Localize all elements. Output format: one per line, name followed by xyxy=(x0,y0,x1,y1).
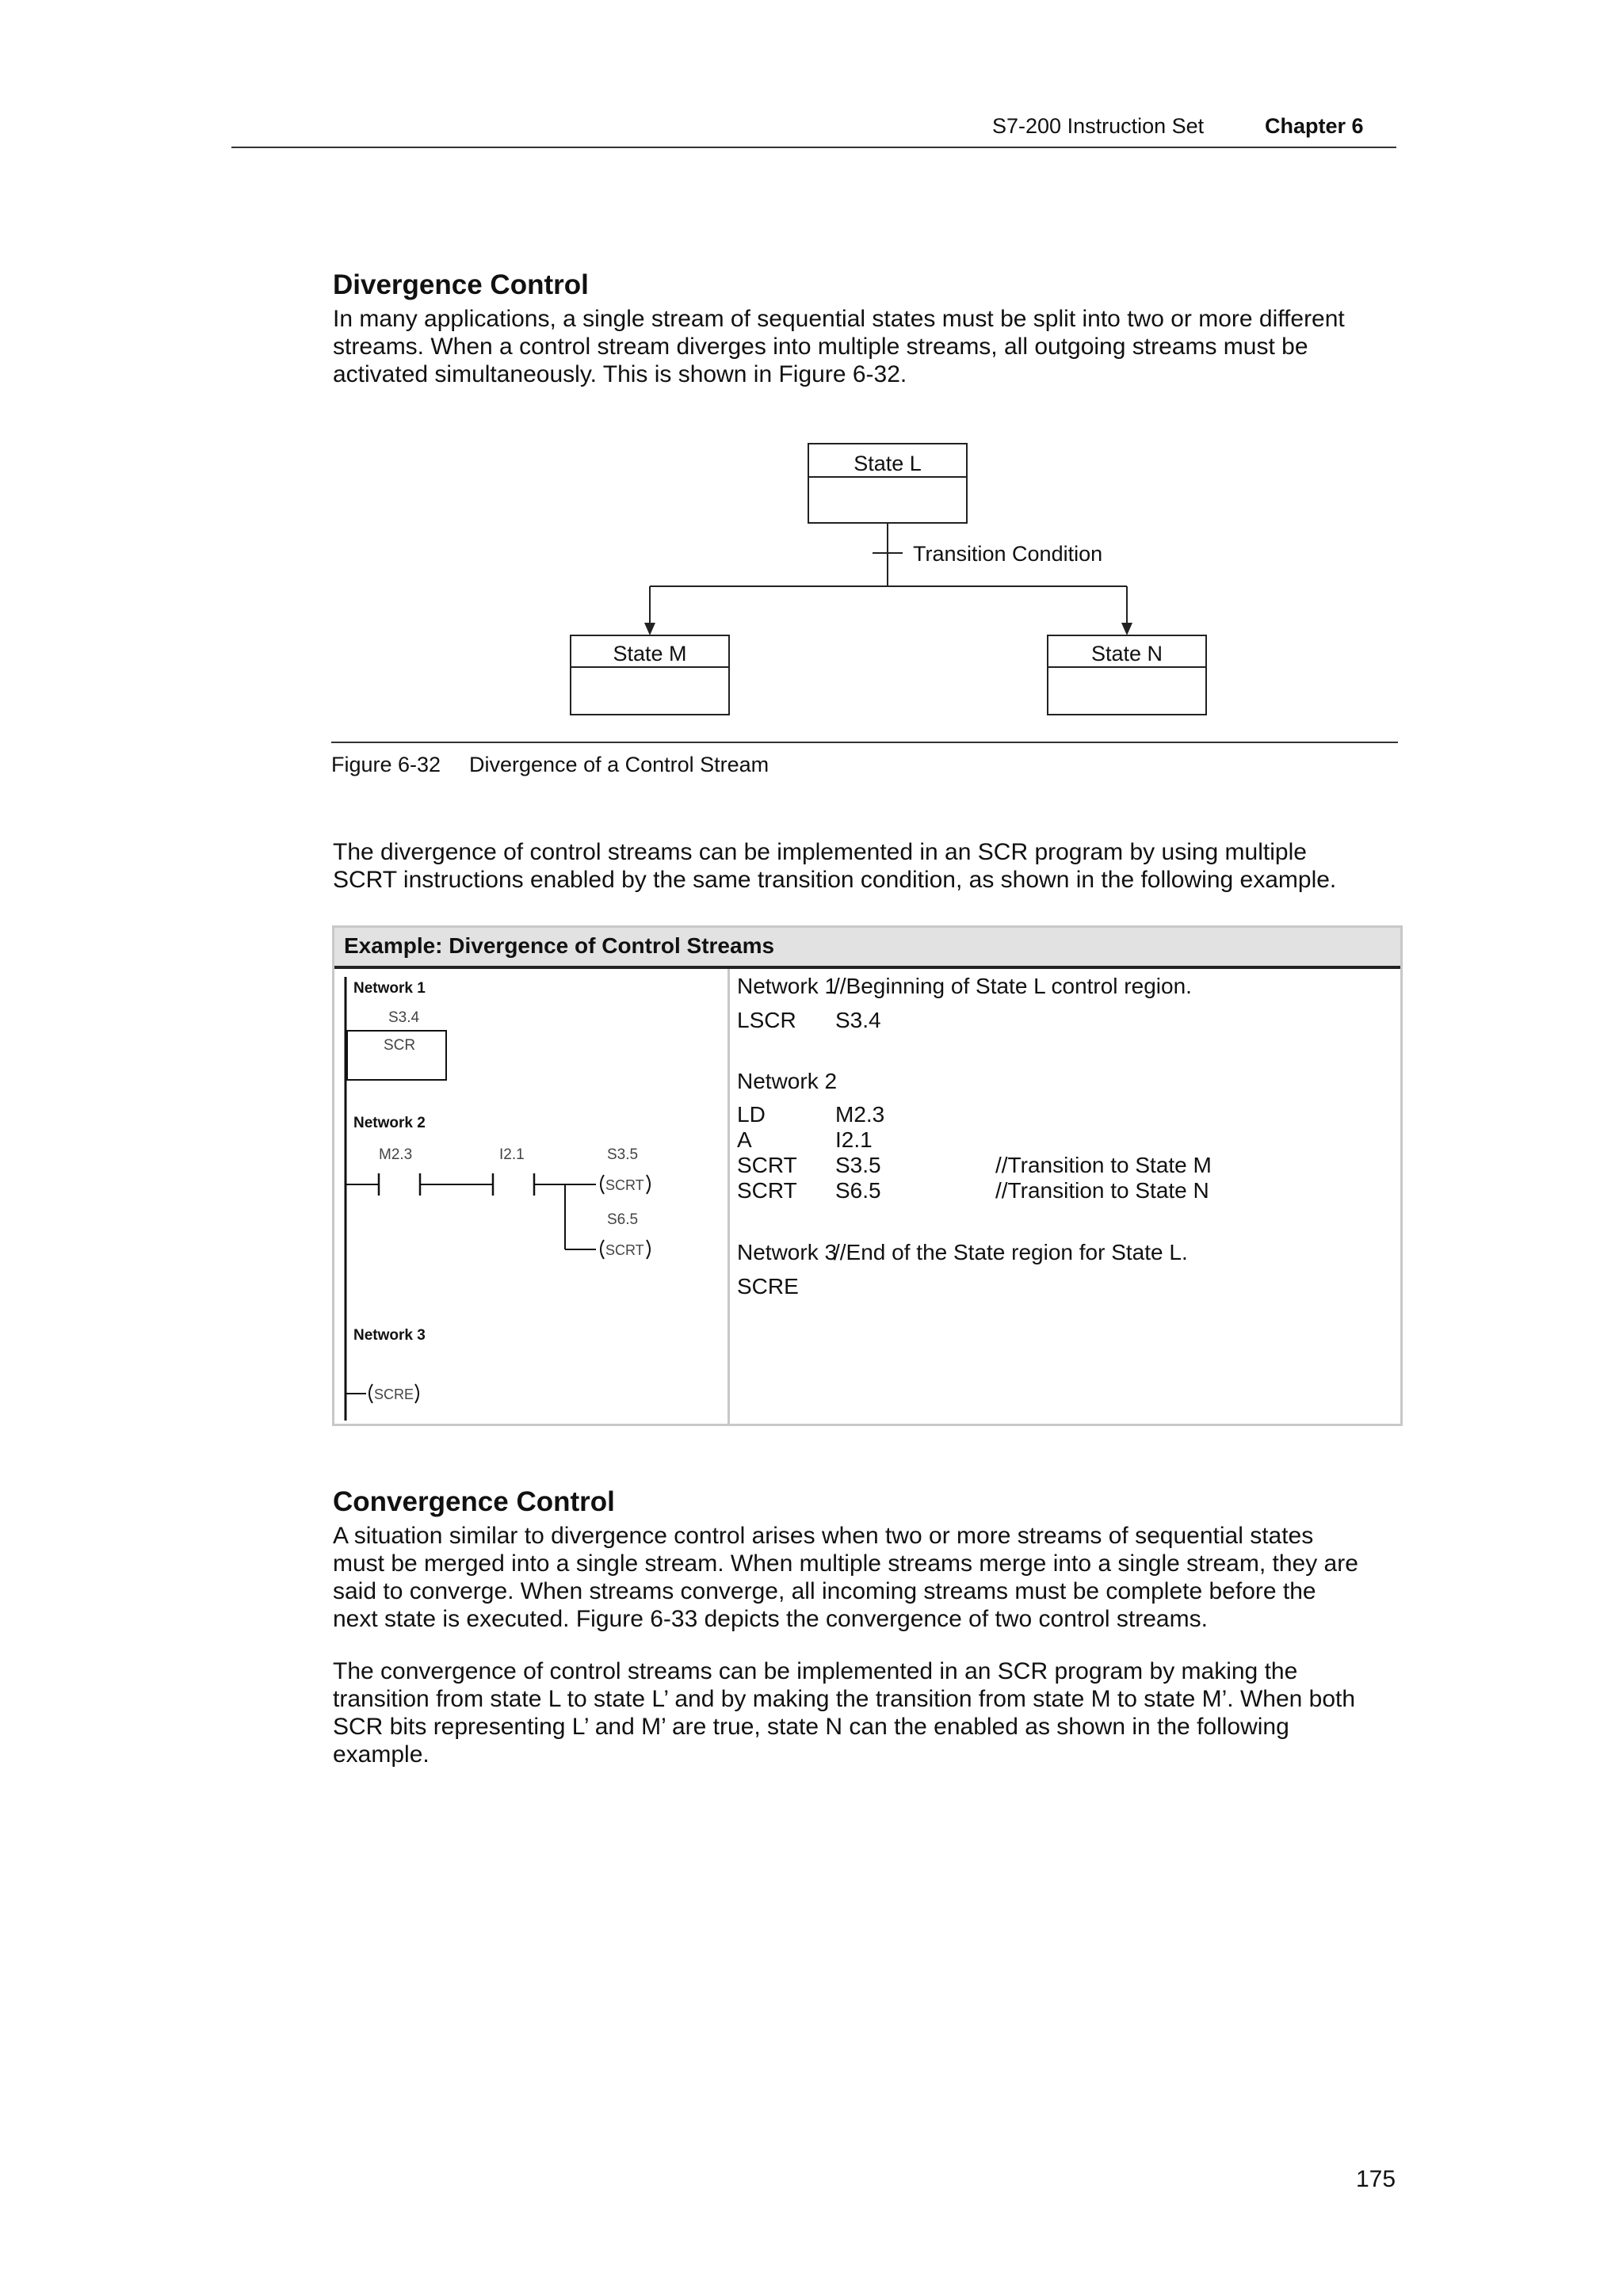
text-line: The divergence of control streams can be implemented in an SCR program by using multiple xyxy=(333,839,1307,865)
stl-operand: I2.1 xyxy=(835,1127,873,1152)
stl-op: SCRT xyxy=(737,1153,797,1177)
state-l-label: State L xyxy=(854,452,922,475)
figure-rule xyxy=(331,742,1398,743)
text-line: transition from state L to state L’ and by making the transition from state M to state M’. When both xyxy=(333,1686,1356,1712)
stl-op: LSCR xyxy=(737,1008,796,1032)
text-line: A situation similar to divergence control arises when two or more streams of sequential states xyxy=(333,1523,1314,1549)
state-n-label: State N xyxy=(1090,642,1163,666)
text-line: next state is executed. Figure 6-33 depicts the convergence of two control streams. xyxy=(333,1606,1208,1632)
text-line: must be merged into a single stream. When multiple streams merge into a single stream, they are xyxy=(333,1550,1358,1577)
state-m-label: State M xyxy=(613,642,687,666)
coil-scrt-a xyxy=(601,1175,604,1194)
text-line: activated simultaneously. This is shown in Figure 6-32. xyxy=(333,361,907,387)
header-doc-title: S7-200 Instruction Set xyxy=(992,114,1205,138)
divergence-heading: Divergence Control xyxy=(333,269,589,300)
text-line: example. xyxy=(333,1741,430,1768)
text-line: streams. When a control stream diverges into multiple streams, all outgoing streams must be xyxy=(333,334,1308,360)
stl-operand: S3.5 xyxy=(835,1153,881,1177)
convergence-para2 xyxy=(333,1657,1355,1768)
example-box xyxy=(332,925,1403,1426)
ladder-scrt-b-label: SCRT xyxy=(605,1242,644,1258)
ladder-s65-label: S6.5 xyxy=(607,1211,639,1228)
ladder-scre-label: SCRE xyxy=(374,1386,414,1402)
stl-comment: //Transition to State M xyxy=(995,1153,1212,1177)
ladder-scrt-a-label: SCRT xyxy=(605,1177,644,1193)
stl-network1-label: Network 1 xyxy=(737,974,838,998)
ladder-s34-label: S3.4 xyxy=(388,1009,420,1026)
stl-network1-comment: //Beginning of State L control region. xyxy=(834,974,1192,998)
transition-condition-label: Transition Condition xyxy=(913,542,1103,566)
text-line: SCR bits representing L’ and M’ are true, state N can the enabled as shown in the following xyxy=(333,1714,1289,1740)
stl-op: SCRE xyxy=(737,1274,799,1299)
coil-scrt-b xyxy=(601,1240,604,1259)
figure-number: Figure 6-32 xyxy=(331,753,441,776)
stl-op: LD xyxy=(737,1102,766,1127)
convergence-heading: Convergence Control xyxy=(333,1486,615,1517)
ladder-s35-label: S3.5 xyxy=(607,1146,639,1163)
text-line: The convergence of control streams can be implemented in an SCR program by making the xyxy=(333,1658,1298,1684)
figure-title: Divergence of a Control Stream xyxy=(469,753,769,776)
stl-op: A xyxy=(737,1127,752,1152)
text-line: said to converge. When streams converge, all incoming streams must be complete before the xyxy=(333,1578,1316,1604)
ladder-network2-label: Network 2 xyxy=(353,1115,426,1131)
state-m-box xyxy=(571,635,729,715)
arrow-head-icon xyxy=(1121,623,1132,635)
ladder-scr-label: SCR xyxy=(384,1037,416,1054)
ladder-network1-label: Network 1 xyxy=(353,980,426,997)
state-n-box xyxy=(1048,635,1206,715)
divergence-figure xyxy=(0,0,1623,745)
stl-op: SCRT xyxy=(737,1178,797,1203)
stl-operand: M2.3 xyxy=(835,1102,885,1127)
arrow-head-icon xyxy=(644,623,655,635)
header-chapter: Chapter 6 xyxy=(1265,114,1364,138)
page-number: 175 xyxy=(1356,2166,1396,2192)
stl-operand: S3.4 xyxy=(835,1008,881,1032)
coil-scre xyxy=(369,1384,372,1403)
stl-operand: S6.5 xyxy=(835,1178,881,1203)
state-l-box xyxy=(808,444,967,523)
example-header xyxy=(334,928,1400,969)
example-divider xyxy=(727,969,730,1424)
example-title: Example: Divergence of Control Streams xyxy=(344,933,775,958)
stl-comment: //Transition to State N xyxy=(995,1178,1209,1203)
ladder-diagram xyxy=(334,969,727,1424)
stl-network3-comment: //End of the State region for State L. xyxy=(834,1240,1188,1264)
stl-network2-label: Network 2 xyxy=(737,1069,838,1093)
figure-caption xyxy=(331,753,769,777)
text-line: In many applications, a single stream of sequential states must be split into two or more different xyxy=(333,306,1345,332)
divergence-body xyxy=(333,838,1336,894)
text-line: SCRT instructions enabled by the same transition condition, as shown in the following example. xyxy=(333,867,1337,893)
ladder-i21-label: I2.1 xyxy=(499,1146,525,1163)
convergence-para1 xyxy=(333,1522,1358,1633)
ladder-m23-label: M2.3 xyxy=(379,1146,413,1163)
ladder-network3-label: Network 3 xyxy=(353,1327,426,1344)
stl-network3-label: Network 3 xyxy=(737,1240,838,1264)
